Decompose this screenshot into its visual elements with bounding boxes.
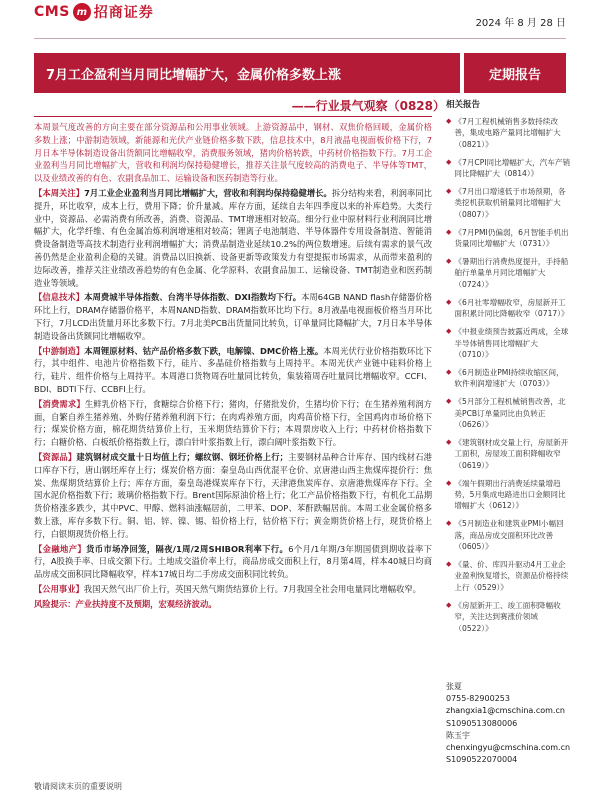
logo-mark-icon: m bbox=[73, 3, 91, 21]
related-report-item[interactable] bbox=[446, 478, 571, 512]
bullet-icon: ◆ bbox=[446, 600, 452, 609]
related-report-link[interactable]: 《建筑钢材成交量上行，房屋新开工面积，房屋竣工面积降幅收窄（0619）》 bbox=[454, 437, 569, 470]
main-content bbox=[34, 121, 432, 612]
subtitle-divider bbox=[34, 116, 432, 117]
analyst-phone: 0755-82900253 bbox=[446, 694, 510, 704]
related-report-item[interactable] bbox=[446, 367, 571, 390]
section-body: 产业扶持度不及预期，宏观经济波动。 bbox=[75, 598, 217, 609]
section-lead: 7月工业企业盈利当月同比增幅扩大，营收和利润均保持稳健增长。 bbox=[84, 187, 332, 198]
bullet-icon: ◆ bbox=[446, 367, 452, 376]
bullet-icon: ◆ bbox=[446, 397, 452, 406]
bullet-icon: ◆ bbox=[446, 187, 452, 196]
related-report-link[interactable]: 《5月部分工程机械销售改善，北美PCB订单量同比由负转正（0626）》 bbox=[454, 397, 566, 429]
related-report-link[interactable]: 《量、价、库四升驱动4月工业企业盈利恢复增长，资源品价格持续上行（0529）》 bbox=[454, 560, 569, 592]
analyst-name: 张夏 bbox=[446, 682, 462, 691]
section-tag: 【本周关注】 bbox=[34, 187, 85, 198]
section-tag: 【资源品】 bbox=[34, 451, 77, 462]
related-report-link[interactable]: 《6月制造业PMI持续收缩区间，软件利润增速扩大（0703）》 bbox=[454, 367, 564, 389]
bullet-icon: ◆ bbox=[446, 327, 452, 336]
section-tag: 【公用事业】 bbox=[34, 583, 84, 594]
bullet-icon: ◆ bbox=[446, 478, 452, 487]
related-reports-list bbox=[446, 116, 571, 634]
summary-paragraph: 本周景气度改善的方向主要在部分资源品和公用事业领域。上游资源品中，钢材、双焦价格回暖，金属价格多数上涨；中游制造领域，新能源和光伏产业链价格多数下跌，信息技术中，8月液晶电视面板价格下行，7月日本半导体制造设备出货额同比增幅收窄，消费服务领域，猪肉价格转跌，中药材价格指数下行。7月工企业盈利当月同比增幅扩大，营收和利润均保持稳健增长，推荐关注景气度较高的消费电子、半导体等TMT，以及业绩改善的有色、农副食品加工、运输设备和医药制造等行业。 bbox=[34, 122, 432, 184]
related-report-link[interactable]: 《中报业绩预告披露近两成，全球半导体销售同比增幅扩大（0710）》 bbox=[454, 327, 569, 359]
related-report-item[interactable] bbox=[446, 256, 571, 290]
section-tag: 【金融地产】 bbox=[34, 543, 87, 554]
bullet-icon: ◆ bbox=[446, 117, 452, 125]
related-report-item[interactable] bbox=[446, 437, 571, 471]
section-tag: 【消费需求】 bbox=[34, 398, 85, 409]
bullet-icon: ◆ bbox=[446, 560, 452, 568]
section-lead: 建筑钢材成交量十日均值上行；螺纹钢、钢坯价格上行； bbox=[76, 451, 288, 462]
company-logo bbox=[34, 0, 154, 24]
section-finance-realestate bbox=[34, 543, 432, 581]
logo-cms-text: CMS bbox=[34, 4, 70, 20]
section-info-tech bbox=[34, 291, 432, 342]
related-report-link[interactable]: 《端午假期出行消费延续量增趋势，5月集成电路进出口金额同比增幅扩大（0612）》 bbox=[454, 478, 566, 511]
bullet-icon: ◆ bbox=[446, 257, 452, 266]
section-body: 6个月/1年期/3年期国债到期收益率下行，A股换手率、日成交额下行。土地成交溢价率上行，商品房成交面积上行，8月第4周，样本40城日均商品房成交面积同比降幅收窄，样本17城日均二手房成交面积同比转负。 bbox=[34, 543, 432, 580]
report-subtitle: ——行业景气观察（0828） bbox=[291, 99, 445, 113]
report-type-label: 定期报告 bbox=[488, 67, 541, 83]
risk-warning bbox=[34, 598, 432, 611]
related-report-link[interactable]: 《7月PMI仍偏弱，6月智能手机出货量同比增幅扩大（0731）》 bbox=[454, 227, 569, 249]
section-body: 拆分结构来看，利润率同比提升，环比收窄，成本上行，费用下降；价升量减。库存方面，延续自去年四季度以来的补库趋势。大类行业中，资源品、必需消费有所改善，消费、资源品、TMT增速相对较高。细分行业中原材料行业利润同比增幅扩大，化学纤维、有色金属冶炼利润增速相对较高；锂离子电池制造、半导体器件专用设备制造、智能消费设备制造等高技术制造行业利润增幅扩大；消费品制造业延续10.2%的两位数增速。后续有需求的景气改善仍然是企业盈利企稳的关键。消费品以旧换新、设备更新等政策发力有望提振市场需求，从而带来盈利的边际改善，推荐关注业绩改善趋势的有色金属、化学原料、农副食品加工、运输设备、TMT制造业和医药制造业等领域。 bbox=[34, 187, 432, 288]
section-lead: 本周费城半导体指数、台湾半导体指数、DXI指数均下行。 bbox=[84, 292, 302, 303]
section-tag: 【中游制造】 bbox=[34, 345, 85, 356]
section-body: 我国天然气出厂价上行，英国天然气期货结算价上行。7月我国全社会用电量同比增幅收窄。 bbox=[83, 583, 421, 594]
section-tag: 【信息技术】 bbox=[34, 292, 85, 303]
section-midstream bbox=[34, 345, 432, 396]
related-reports-sidebar bbox=[446, 98, 571, 640]
related-report-item[interactable] bbox=[446, 157, 571, 180]
analyst-email[interactable]: chenxingyu@cmschina.com.cn bbox=[446, 743, 571, 753]
bullet-icon: ◆ bbox=[446, 157, 452, 166]
section-utilities bbox=[34, 583, 432, 596]
related-report-link[interactable]: 《7月CPI同比增幅扩大，汽车产销同比降幅扩大（0814）》 bbox=[454, 157, 571, 179]
section-lead: 货币市场净回笼，隔夜/1周/2周SHIBOR利率下行。 bbox=[86, 543, 289, 554]
related-report-item[interactable] bbox=[446, 396, 571, 430]
section-consumption bbox=[34, 398, 432, 449]
bullet-icon: ◆ bbox=[446, 227, 452, 236]
report-date: 2024 年 8 月 28 日 bbox=[475, 18, 566, 29]
analyst-cert-number: S1090522070004 bbox=[446, 755, 518, 765]
related-report-item[interactable] bbox=[446, 326, 571, 360]
logo-company-name: 招商证券 bbox=[93, 5, 154, 21]
section-focus bbox=[34, 187, 432, 289]
related-report-link[interactable]: 《暑期出行消费热度提升，手持船舶行单量单月同比增幅扩大（0724）》 bbox=[454, 257, 569, 289]
section-body: 生鲜乳价格下行，食糖综合价格下行；猪肉，仔猪批发价，生猪均价下行；在生猪养殖利润方面，自繁自养生猪养殖、外购仔猪养殖利润下行；在肉鸡养殖方面，肉鸡苗价格下行，全国鸡肉市场价格下行；煤炭价格方面，棉花期货结算价上行，玉米期货结算价下行；本周票房收入上行；中药材价格指数下行；白糖价格、白板纸价格指数上行，漂白针叶浆指数上行，漂白阔叶浆指数下行。 bbox=[34, 398, 432, 448]
related-report-item[interactable] bbox=[446, 518, 571, 552]
related-report-link[interactable]: 《5月制造业和建筑业PMI小幅回落，商品房成交面积环比改善（0605）》 bbox=[454, 519, 564, 552]
related-report-item[interactable] bbox=[446, 116, 571, 150]
related-report-link[interactable]: 《房屋新开工、竣工面积降幅收窄，关注达到赛涨价领域（0522）》 bbox=[454, 600, 561, 633]
section-body: 本周64GB NAND flash存储器价格环比上行，DRAM存储器价格平，本周NAND指数、DRAM指数环比均下行。8月液晶电视面板价格当月环比下行，7月LCD出货量月环比多数下行。7月北美PCB出货量同比转负，订单量同比降幅扩大，7月日本半导体制造设备出货额同比增幅收窄。 bbox=[34, 292, 432, 341]
related-report-link[interactable]: 《6月社零增幅收窄，房屋新开工面积累计同比降幅收窄（0717）》 bbox=[454, 297, 569, 319]
section-body: 主要钢材品种合计库存、国内线材石港口库存下行，唐山钢坯库存上行；煤炭价格方面：秦皇岛山西优混平仓价、京唐港山西主焦煤库提价行：焦炭、焦煤期货结算价上行；库存方面，秦皇岛港煤炭库存下行，天津港焦炭库存、京唐港焦煤库存下行。全国水泥价格指数下行；玻璃价格指数下行。Brent国际原油价格上行；化工产品价格指数下行，有机化工品期货价格涨多跌少，其中PVC、甲醇、燃料油涨幅居前，二甲苯、DOP、苯酐跌幅居前。本周工业金属价格多数上涨，库存多数下行。铜、铝、锌、镍、锡、铅价格上行，钴价格下行；黄金期货价格上行，现货价格上行，白银期现货价格上行。 bbox=[34, 451, 432, 539]
related-reports-heading: 相关报告 bbox=[446, 100, 481, 110]
section-resources bbox=[34, 451, 432, 541]
title-banner bbox=[34, 53, 460, 93]
section-body: 本周光伏行业价格指数环比下行，其中组件、电池片价格指数下行，硅片、多晶硅价格指数与上周持平。本周光伏产业链中硅料价格上行，硅片、组件价格与上周持平。本周港口货物周吞吐量同比转负，集装箱周吞吐量同比增幅收窄。CCFI、BDI、BDTI下行、CCBFI上行。 bbox=[34, 345, 432, 394]
header-divider bbox=[34, 38, 566, 39]
bullet-icon: ◆ bbox=[446, 297, 452, 306]
related-report-item[interactable] bbox=[446, 559, 571, 593]
related-report-item[interactable] bbox=[446, 186, 571, 220]
related-report-item[interactable] bbox=[446, 600, 571, 634]
analyst-contacts bbox=[446, 681, 571, 766]
analyst-email[interactable]: zhangxia1@cmschina.com.cn bbox=[446, 706, 565, 716]
related-report-link[interactable]: 《7月出口增速低于市场预期，各类挖机获取机销量同比增幅扩大（0807）》 bbox=[454, 187, 566, 219]
bullet-icon: ◆ bbox=[446, 519, 452, 528]
section-lead: 本周锂原材料、钴产品价格多数下跌，电解镍、DMC价格上涨。 bbox=[84, 345, 324, 356]
related-report-item[interactable] bbox=[446, 297, 571, 320]
section-tag: 风险提示： bbox=[34, 598, 76, 609]
report-type-banner bbox=[464, 53, 566, 93]
analyst-cert-number: S1090513080006 bbox=[446, 718, 518, 728]
bullet-icon: ◆ bbox=[446, 437, 452, 446]
footer-disclaimer: 敬请阅读末页的重要说明 bbox=[34, 782, 122, 791]
analyst-name: 陈玉宇 bbox=[446, 730, 470, 740]
report-title: 7月工企盈利当月同比增幅扩大，金属价格多数上涨 bbox=[46, 67, 342, 83]
related-report-item[interactable] bbox=[446, 227, 571, 250]
related-report-link[interactable]: 《7月工程机械销售多数持续改善，集成电路产量同比增幅扩大（0821）》 bbox=[454, 117, 561, 149]
